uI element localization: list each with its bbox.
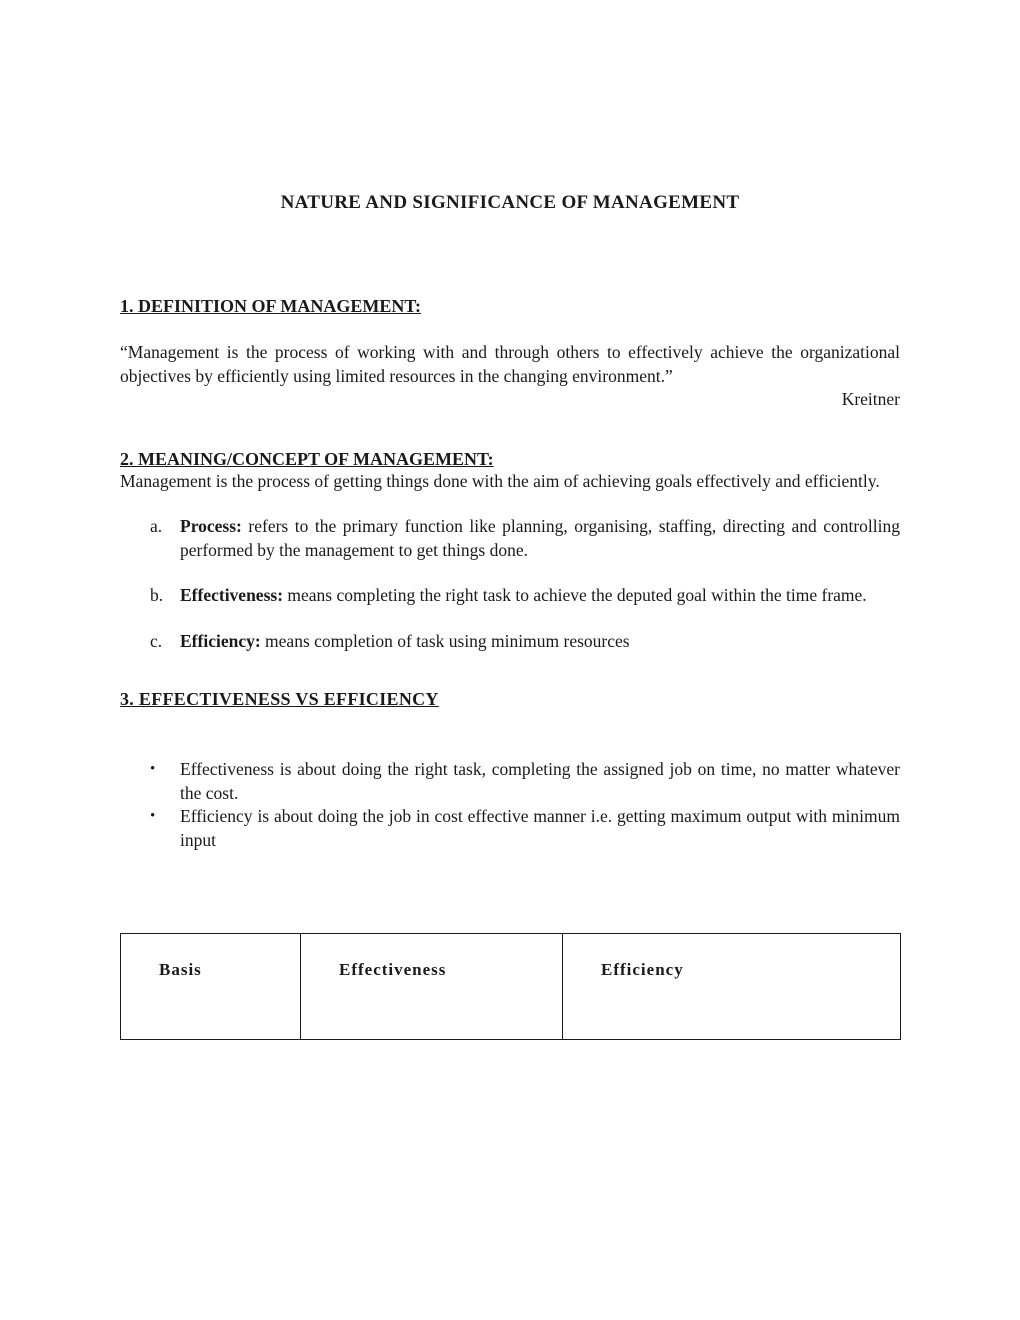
list-item-desc: means completing the right task to achieve the deputed goal within the time frame.: [287, 585, 867, 605]
list-marker-a: a.: [150, 516, 163, 536]
list-item-desc: refers to the primary function like planning, organising, staffing, directing and controlling performed by the management to get things done.: [180, 516, 901, 560]
list-item-body: [180, 584, 900, 608]
list-item-effectiveness: [120, 584, 900, 608]
table-header-efficiency: Efficiency: [563, 934, 901, 1040]
list-item-desc: means completion of task using minimum resources: [265, 630, 630, 651]
section-3-heading: 3. EFFECTIVENESS VS EFFICIENCY: [120, 689, 439, 709]
list-item-efficiency: [120, 630, 900, 654]
definition-quote: “Management is the process of working with and through others to effectively achieve the organizational objectives by efficiently using limited resources in the changing environment.”: [120, 342, 900, 386]
list-item-term: Efficiency:: [180, 630, 261, 651]
table-header-effectiveness: Effectiveness: [301, 934, 563, 1040]
list-item-term: Effectiveness:: [180, 585, 284, 605]
comparison-bullet-list: [120, 758, 900, 852]
bullet-icon: •: [150, 761, 156, 777]
section-2-intro: Management is the process of getting things done with the aim of achieving goals effectively and efficiently.: [120, 470, 880, 491]
section-1-heading: 1. DEFINITION OF MANAGEMENT:: [120, 296, 421, 316]
document-title: NATURE AND SIGNIFICANCE OF MANAGEMENT: [280, 192, 740, 213]
list-item-term: Process:: [180, 516, 242, 536]
bullet-item-efficiency: [120, 805, 900, 852]
bullet-text: Effectiveness is about doing the right task, completing the assigned job on time, no matter whatever the cost.: [180, 759, 900, 803]
concept-list: [120, 515, 900, 653]
bullet-item-effectiveness: [120, 758, 900, 805]
table-header-row: [121, 934, 901, 1040]
comparison-table: [120, 933, 901, 1040]
list-marker-b: b.: [150, 585, 164, 605]
list-item-process: [120, 515, 900, 562]
quote-attribution: Kreitner: [841, 389, 900, 409]
list-marker-c: c.: [150, 630, 163, 651]
table-header-basis: Basis: [121, 934, 301, 1040]
list-item-body: [180, 515, 900, 562]
list-item-body: [180, 630, 900, 654]
bullet-icon: •: [150, 808, 156, 824]
section-2-heading: 2. MEANING/CONCEPT OF MANAGEMENT:: [120, 448, 494, 469]
bullet-text: Efficiency is about doing the job in cost effective manner i.e. getting maximum output with minimum input: [180, 806, 900, 850]
